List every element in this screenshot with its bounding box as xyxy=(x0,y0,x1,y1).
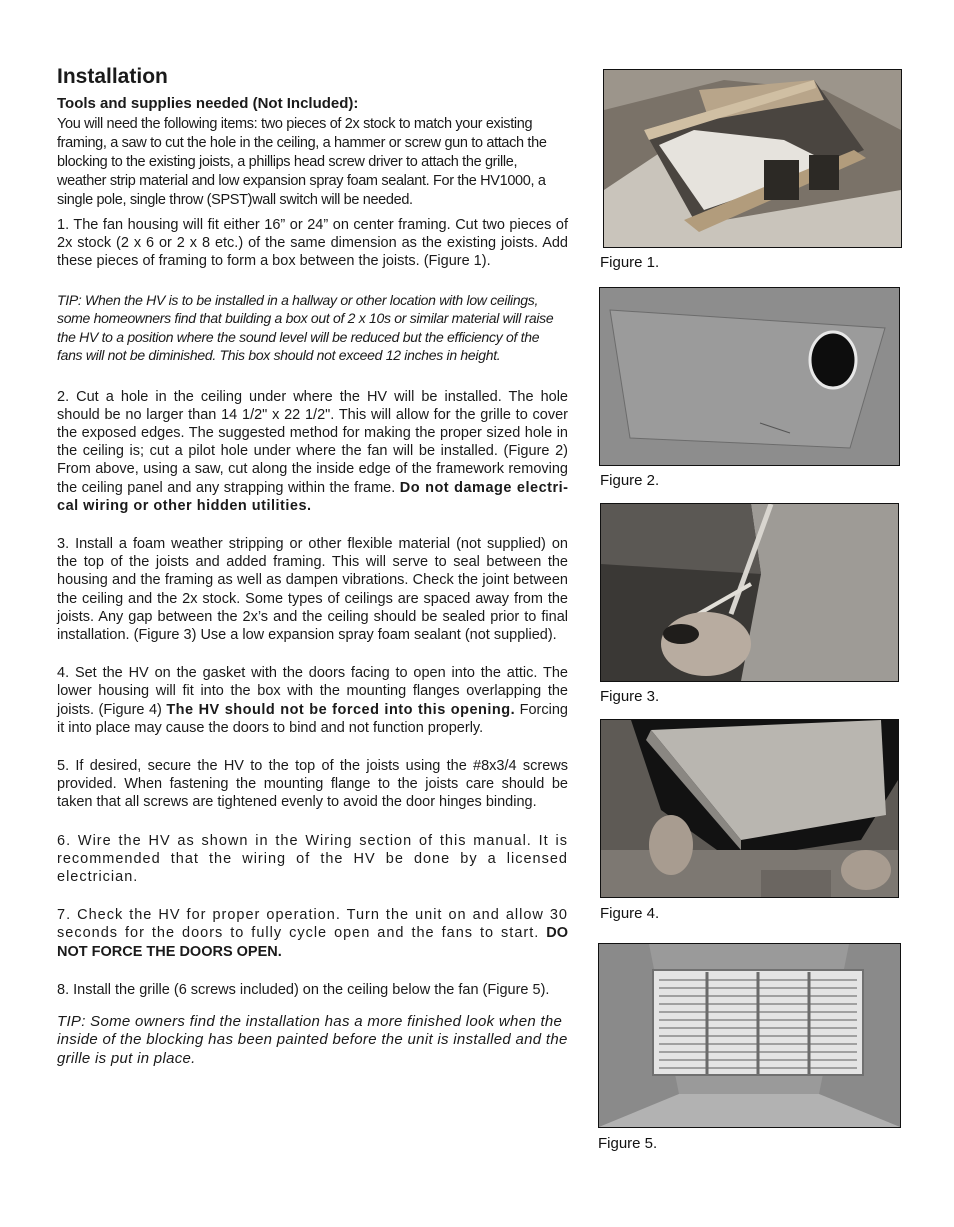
tip-low-ceilings: TIP: When the HV is to be installed in a hallway or other location with low ceilings, some homeowners find that building a box out of 2 x 10s or similar material will raise the HV to a position where the sound level will be reduced but the efficiency of the fans will not be diminished. This box should not exceed 12 inches in height. xyxy=(57,291,554,364)
figure-2-caption: Figure 2. xyxy=(600,472,660,489)
figure-5-photo xyxy=(598,943,901,1128)
step-4-warning: The HV should not be forced into this opening. xyxy=(166,701,516,718)
installation-instructions xyxy=(57,64,568,1068)
step-4-text: 4. Set the HV on the gasket with the doors facing to open into the attic. The lower housing will fit into the box with the mounting flanges overlapping the joists. (Figure 4) xyxy=(57,665,568,718)
tools-text: You will need the following items: two pieces of 2x stock to match your existing framing, a saw to cut the hole in the ceiling, a hammer or screw gun to attach the blocking to the existing joists, a phillips head screw driver to attach the grille, weather strip material and low expansion spray foam sealant. For the HV1000, a single pole, single throw (SPST)wall switch will be needed. xyxy=(57,116,547,208)
step-2 xyxy=(57,388,568,515)
figure-5-caption: Figure 5. xyxy=(598,1135,658,1152)
step-8: 8. Install the grille (6 screws included) on the ceiling below the fan (Figure 5). xyxy=(57,981,550,998)
figure-1-photo xyxy=(603,69,902,248)
step-4-tail: Forcing it into place may cause the doors to bind and not function properly. xyxy=(57,701,568,736)
page-title: Installation xyxy=(57,65,168,88)
step-3: 3. Install a foam weather stripping or other flexible material (not supplied) on the top of the joists and added framing. This will serve to seal between the housing and the framing as well as dampen vibrations. Check the joint between the ceiling and the 2x stock. Some types of ceilings are spaced away from the joists. Any gap between the 2x’s and the ceiling should be sealed prior to final installation. (Figure 3) Use a low expansion spray foam sealant (not supplied). xyxy=(57,536,568,644)
step-7 xyxy=(57,906,568,961)
step-2-text: 2. Cut a hole in the ceiling under where the HV will be installed. The hole should be no larger than 14 1/2" x 22 1/2". This will allow for the grille to cover the exposed edges. The suggested method for making the proper sized hole in the ceiling is; cut a pilot hole under where the fan will be installed. (Figure 2) From above, using a saw, cut along the inside edge of the framework removing the ceiling panel and any strapping within the frame. xyxy=(57,388,568,496)
step-6: 6. Wire the HV as shown in the Wiring section of this manual. It is recommended that the wiring of the HV be done by a licensed electrician. xyxy=(57,832,568,886)
step-5: 5. If desired, secure the HV to the top of the joists using the #8x3/4 screws provided. When fastening the mounting flange to the joists care should be taken that all screws are tightened evenly to avoid the door hinges binding. xyxy=(57,758,568,811)
figure-4-caption: Figure 4. xyxy=(600,905,660,922)
figure-1-caption: Figure 1. xyxy=(600,254,660,271)
figure-3-caption: Figure 3. xyxy=(600,688,660,705)
step-2-warning: Do not damage electrical wiring or other hidden utilities. xyxy=(57,479,568,514)
step-1: 1. The fan housing will fit either 16” or 24” on center framing. Cut two pieces of 2x stock (2 x 6 or 2 x 8 etc.) of the same dimension as the existing joists. Add these pieces of framing to form a box between the joists. (Figure 1). xyxy=(57,217,568,270)
step-7-warning: DO NOT FORCE THE DOORS OPEN. xyxy=(57,925,568,960)
tools-heading: Tools and supplies needed (Not Included): xyxy=(57,95,359,112)
step-4 xyxy=(57,664,568,737)
figure-3-photo xyxy=(600,503,899,682)
figure-4-photo xyxy=(600,719,899,898)
figure-2-photo xyxy=(599,287,900,466)
tip-paint-blocking: TIP: Some owners find the installation has a more finished look when the inside of the blocking has been painted before the unit is installed and the grille is put in place. xyxy=(57,1013,568,1067)
step-7-text: 7. Check the HV for proper operation. Turn the unit on and allow 30 seconds for the doors to fully cycle open and the fans to start. xyxy=(57,907,568,942)
